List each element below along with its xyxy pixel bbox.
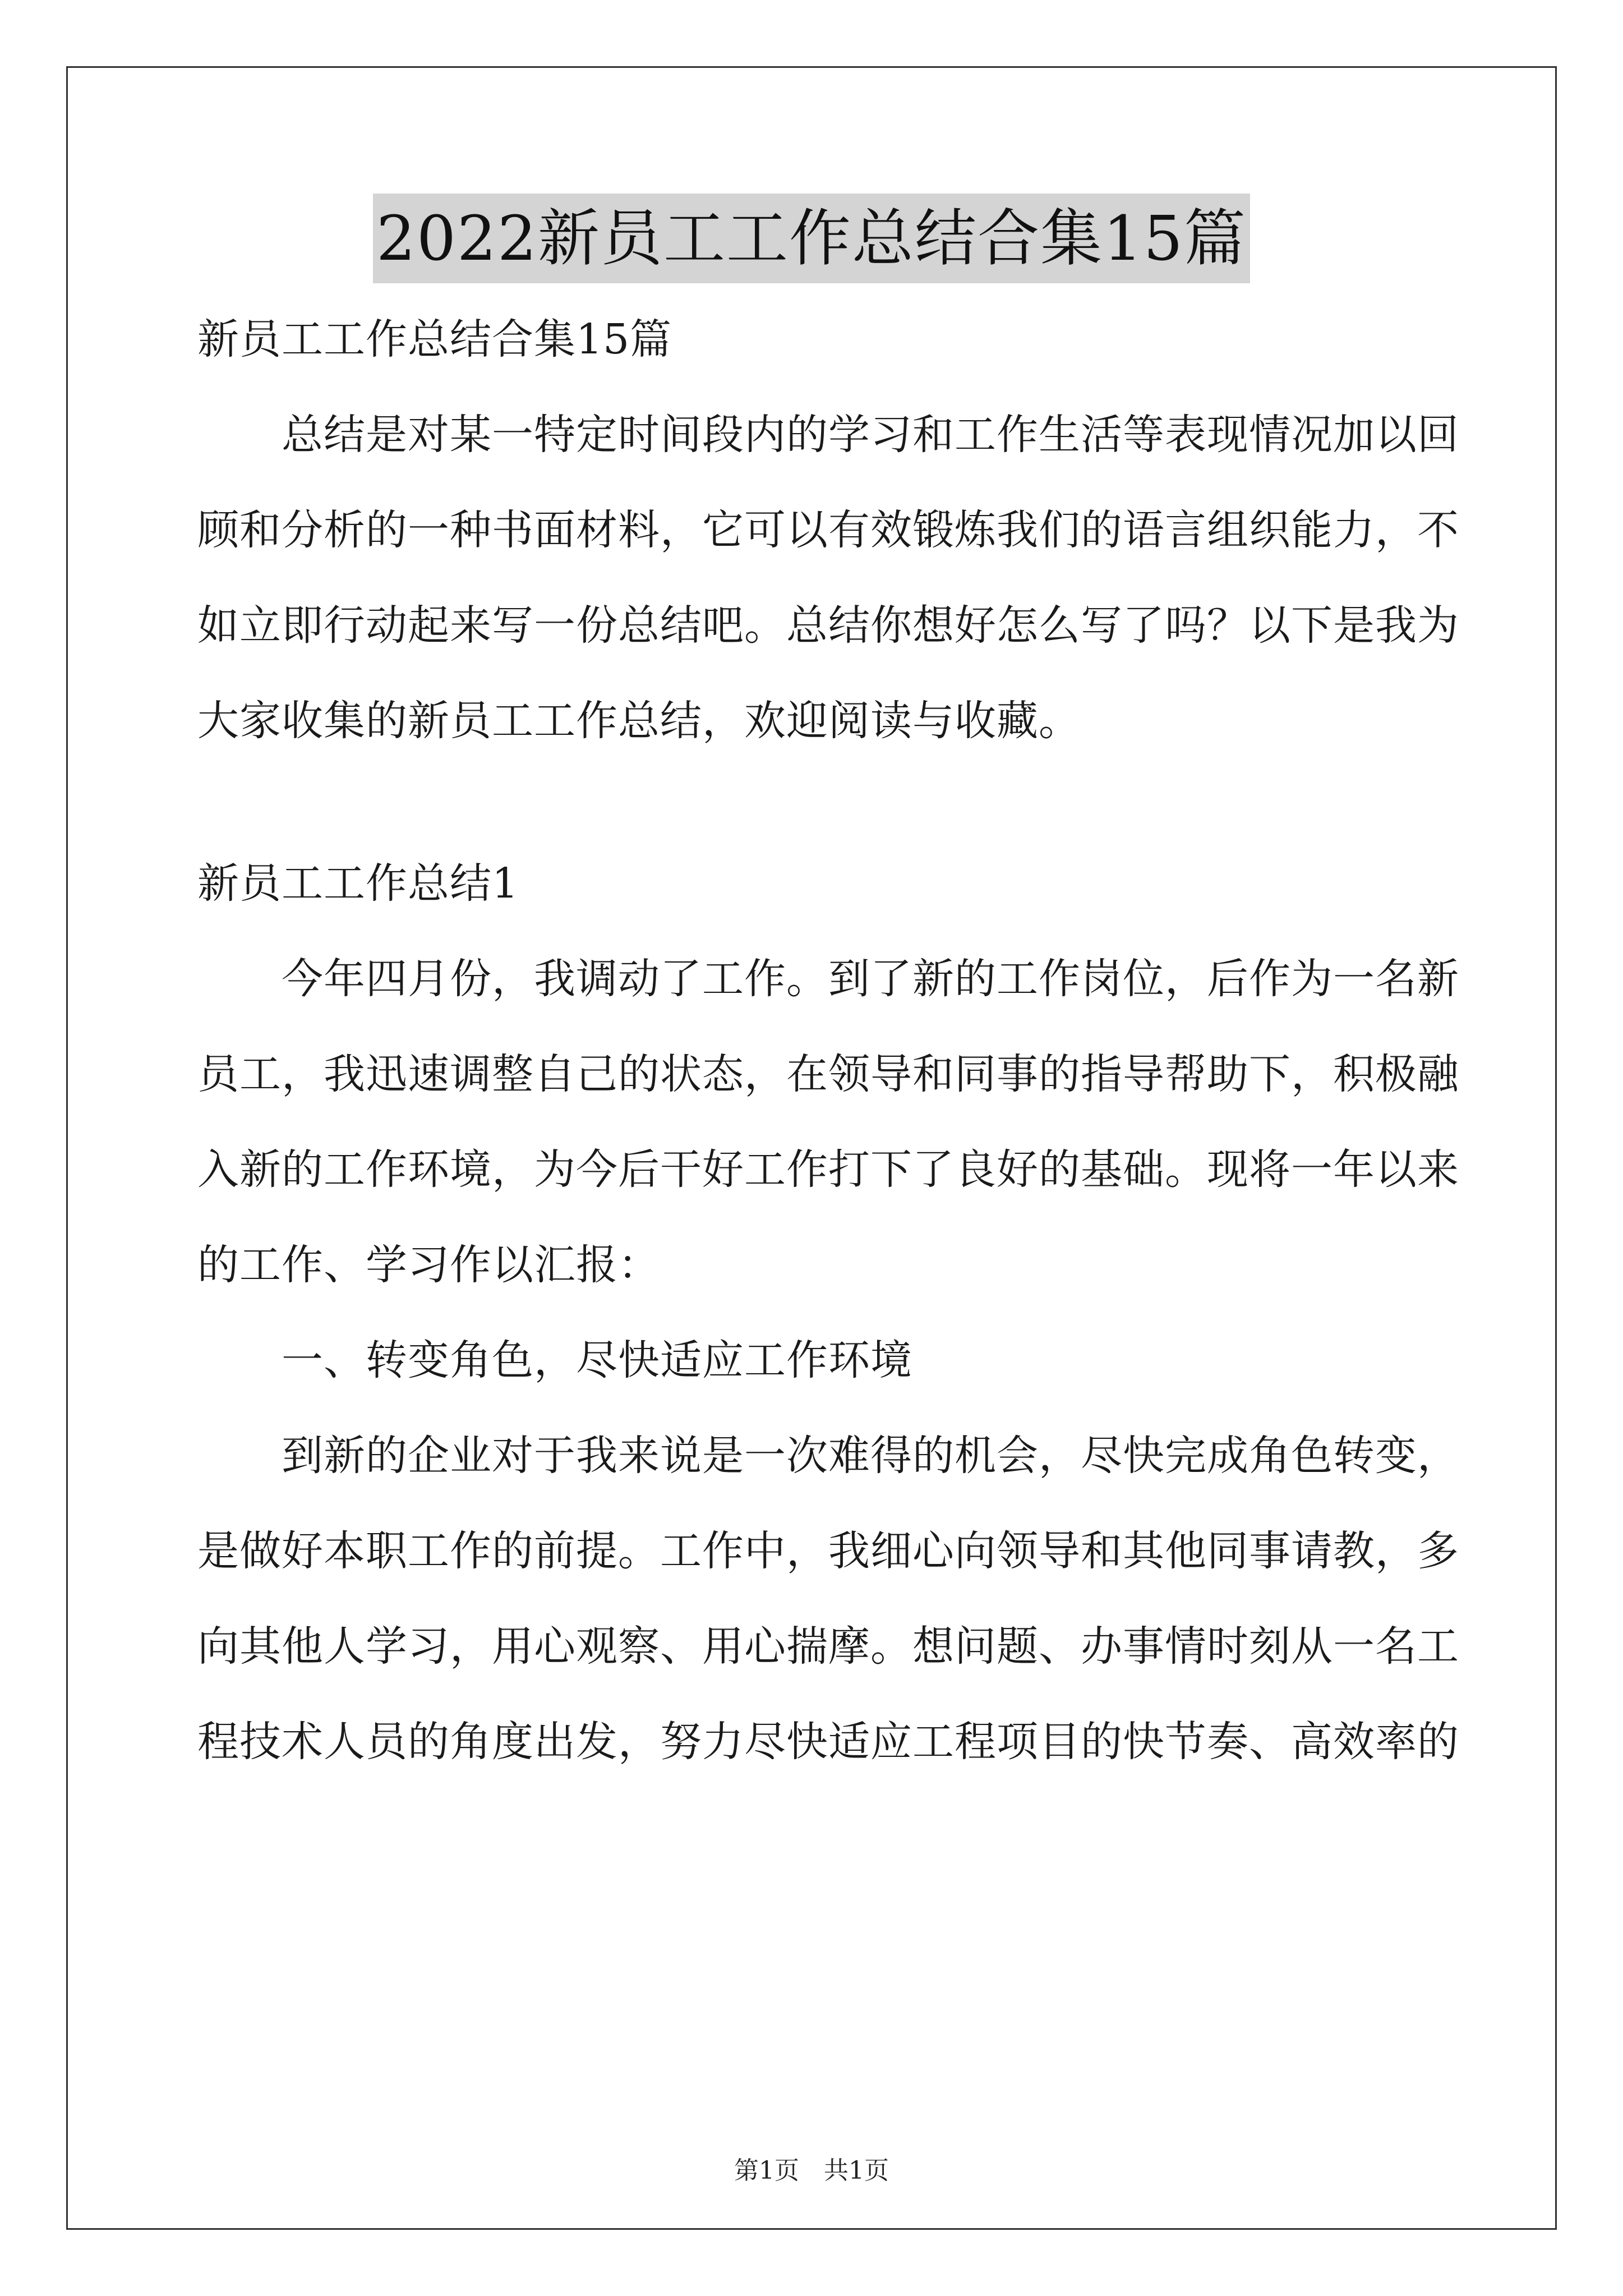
- section-heading: 新员工工作总结1: [197, 859, 519, 908]
- section-line: 的工作、学习作以汇报：: [197, 1241, 660, 1289]
- point-line: 向其他人学习，用心观察、用心揣摩。想问题、办事情时刻从一名工: [197, 1622, 1459, 1671]
- section-line: 员工，我迅速调整自己的状态，在领导和同事的指导帮助下，积极融: [197, 1050, 1459, 1098]
- document-title: 2022新员工工作总结合集15篇: [373, 194, 1250, 283]
- paragraph-gap: [197, 769, 1431, 836]
- point-line: 到新的企业对于我来说是一次难得的机会，尽快完成角色转变，: [282, 1432, 1459, 1480]
- document-body: [197, 292, 1459, 1789]
- subtitle: 新员工工作总结合集15篇: [197, 315, 672, 364]
- intro-line: 大家收集的新员工工作总结，欢迎阅读与收藏。: [197, 697, 1081, 745]
- section-line: 入新的工作环境，为今后干好工作打下了良好的基础。现将一年以来: [197, 1145, 1459, 1194]
- section-line: 今年四月份，我调动了工作。到了新的工作岗位，后作为一名新: [282, 955, 1459, 1003]
- intro-line: 总结是对某一特定时间段内的学习和工作生活等表现情况加以回: [282, 411, 1459, 459]
- point-line: 是做好本职工作的前提。工作中，我细心向领导和其他同事请教，多: [197, 1527, 1459, 1575]
- intro-line: 如立即行动起来写一份总结吧。总结你想好怎么写了吗？以下是我为: [197, 601, 1459, 650]
- intro-line: 顾和分析的一种书面材料，它可以有效锻炼我们的语言组织能力，不: [197, 506, 1459, 554]
- point-line: 程技术人员的角度出发，努力尽快适应工程项目的快节奏、高效率的: [197, 1718, 1459, 1766]
- point-heading: 一、转变角色，尽快适应工作环境: [282, 1336, 912, 1384]
- title-container: [0, 194, 1623, 283]
- page-footer: 第1页 共1页: [734, 2156, 889, 2185]
